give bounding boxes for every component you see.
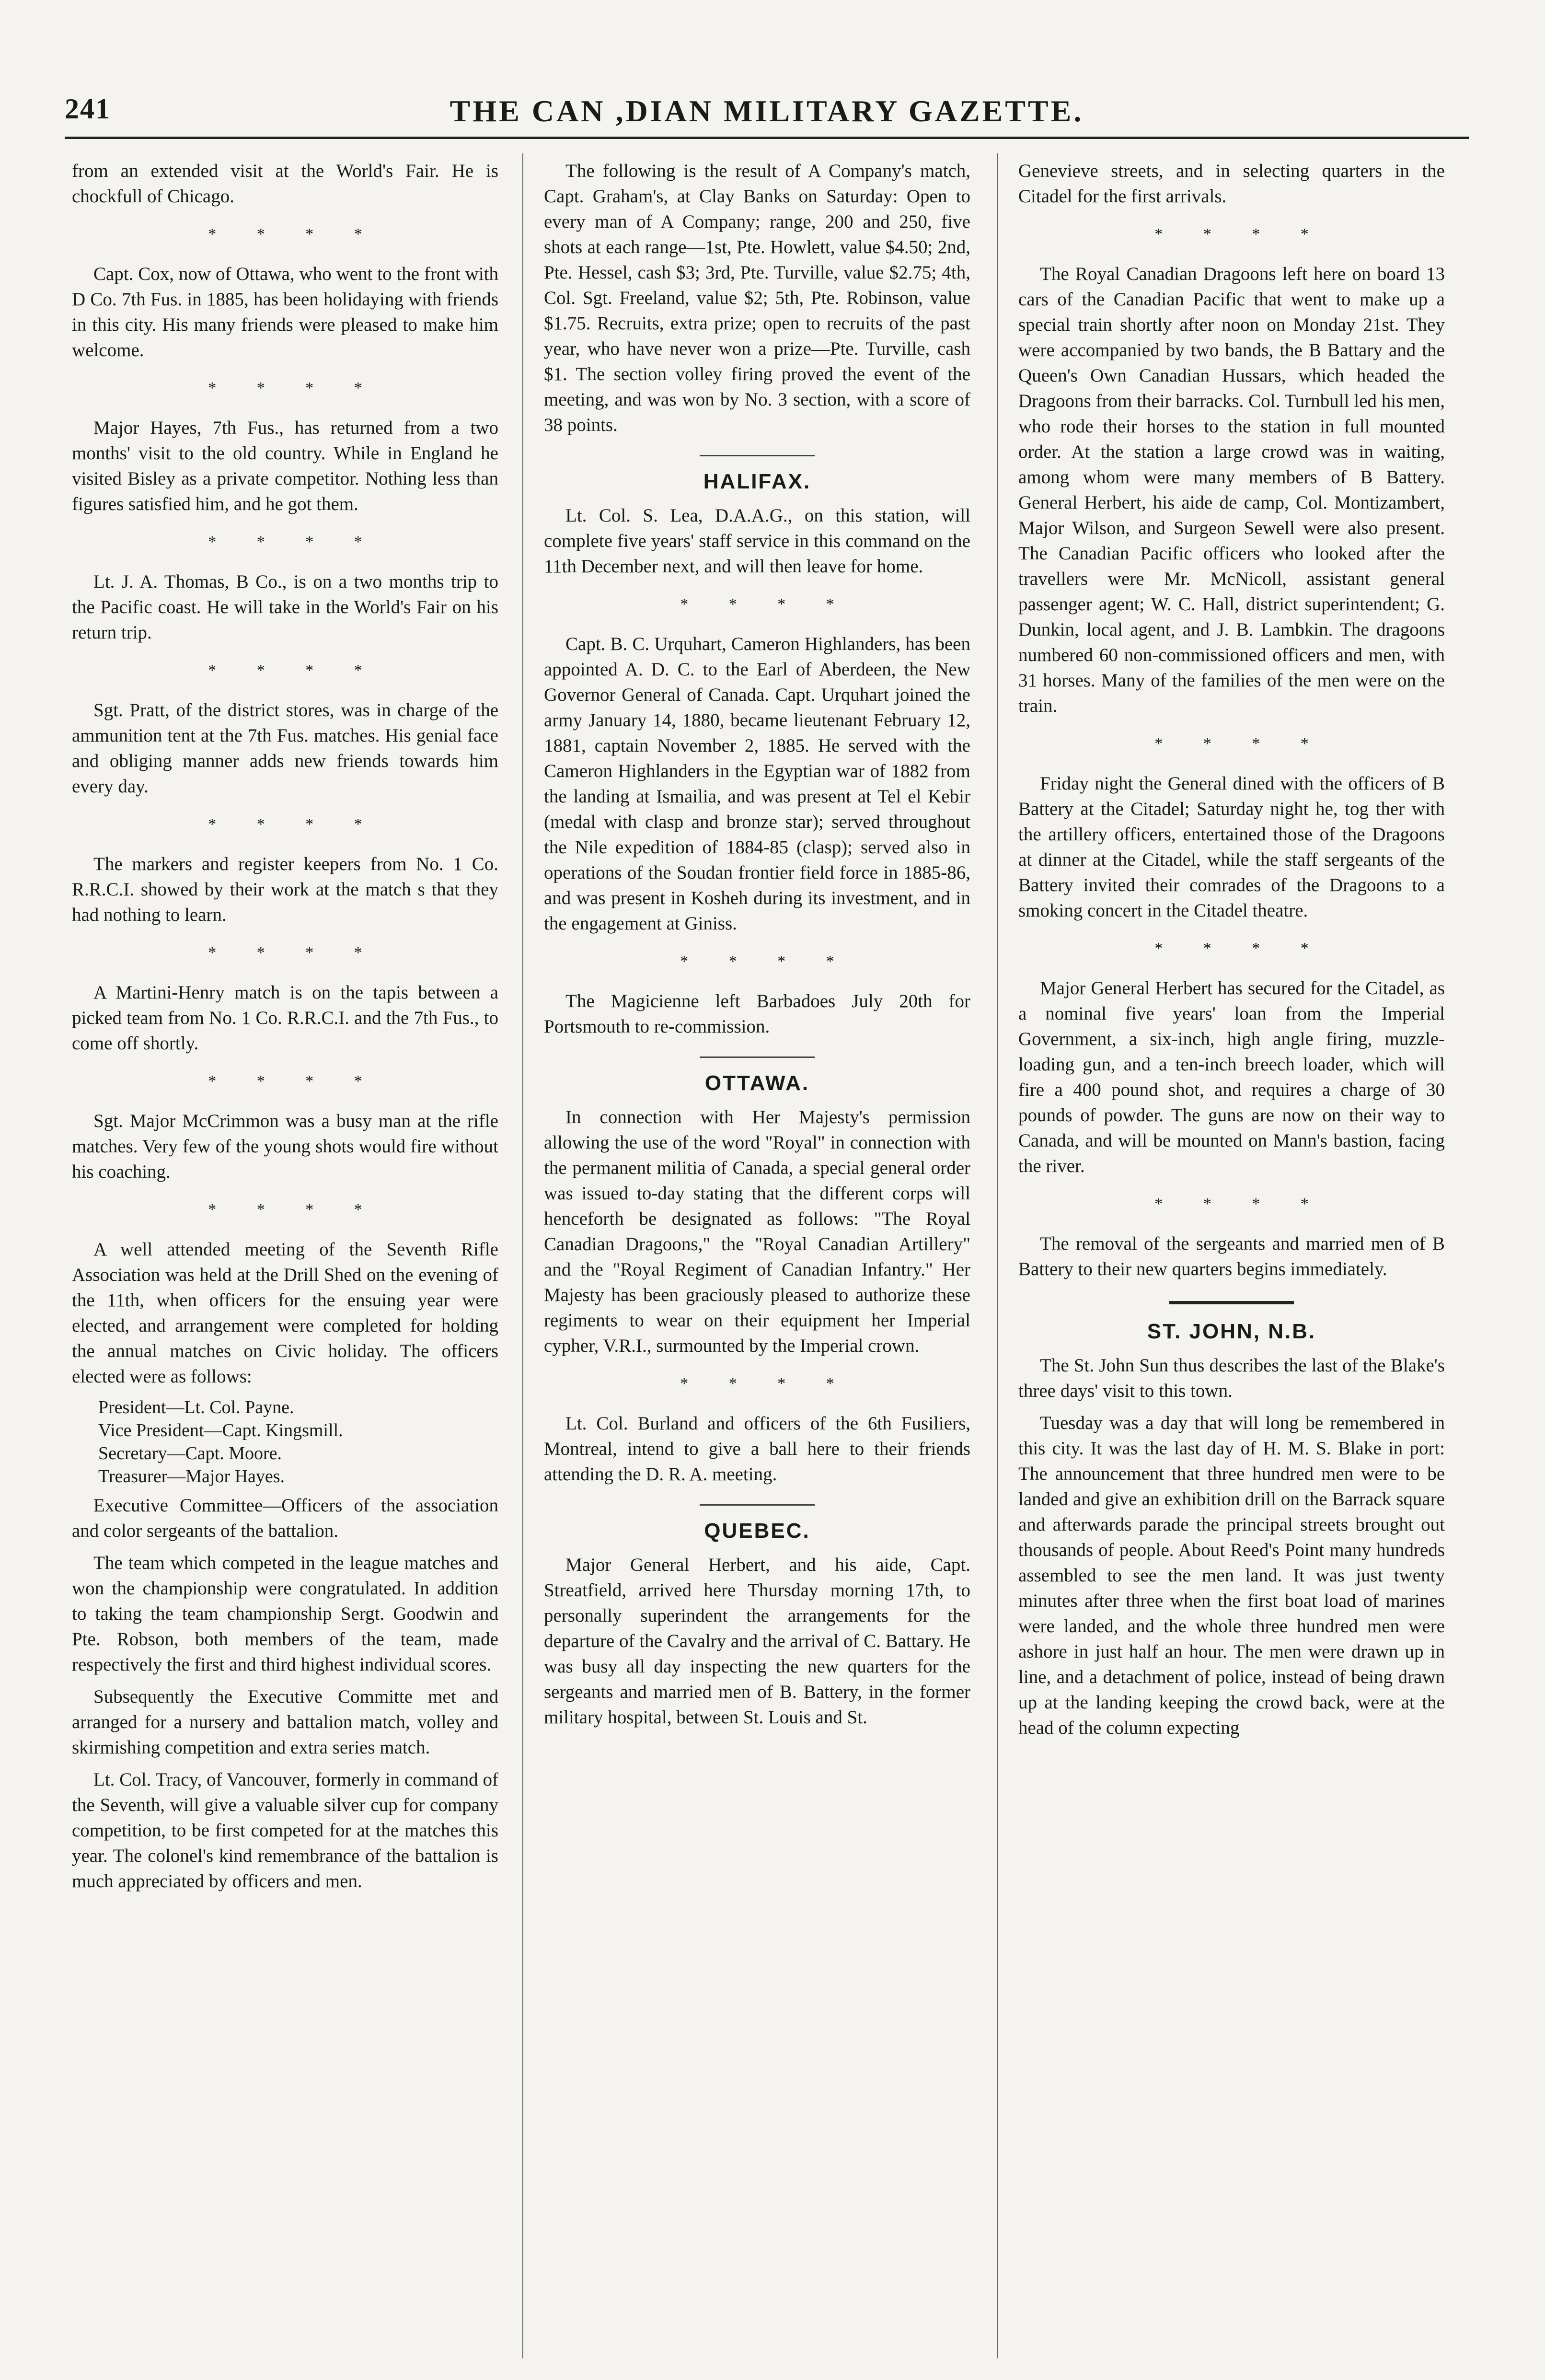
paragraph: Lt. Col. Tracy, of Vancouver, formerly in command of the Seventh, will give a valuable silver cup for company competition, to be first competed for at the matches this year. The colonel's kind remembrance of the battalion is much appreciated by officers and men. — [72, 1769, 498, 1892]
section-heading-ottawa: OTTAWA. — [704, 1071, 810, 1095]
paragraph: Major General Herbert has secured for the Citadel, as a nominal five years' loan from the Imperial Government, a six-inch, high angle firing, muzzle-loading gun, and a ten-inch breech loader, which will fire a 400 pound shot, and requires a charge of 30 pounds of powder. The guns are now on their way to Canada, and will be mounted on Mann's bastion, facing the river. — [1018, 978, 1445, 1176]
separator-stars: * * * * — [208, 662, 380, 679]
column-right — [1018, 158, 1445, 1747]
separator-stars: * * * * — [208, 815, 380, 833]
paragraph: Subsequently the Executive Committe met and arranged for a nursery and battalion match, volley and skirmishing competition and extra series match. — [72, 1686, 498, 1758]
paragraph: Tuesday was a day that will long be remembered in this city. It was the last day of H. M. S. Blake in port: The announcement that three hundred men were to be landed and give an exhibition drill on the Barrack square and afterwards parade the principal streets brought out thousands of people. About Reed's Point many hundreds assembled to see the men land. It was just twenty minutes after three when the first boat load of marines were landed, and the whole three hundred men were ashore in just half an hour. The men were drawn up in line, and a detachment of police, instead of being drawn up at the landing keeping the crowd back, were at the head of the column expecting — [1018, 1413, 1445, 1738]
section-rule — [700, 1504, 815, 1506]
section-heading-quebec: QUEBEC. — [704, 1519, 810, 1543]
paragraph: Capt. B. C. Urquhart, Cameron Highlanders, has been appointed A. D. C. to the Earl of Aberdeen, the New Governor General of Canada. Capt. Urquhart joined the army January 14, 1880, became lieutenant February 12, 1881, captain November 2, 1885. He served with the Cameron Highlanders in the Egyptian war of 1882 from the landing at Ismailia, and was present at Tel el Kebir (medal with clasp and bronze star); served throughout the Nile expedition of 1884-85 (clasp); served also in operations of the Soudan frontier field force in 1885-86, and was present in Kosheh during its investment, and in the engagement at Giniss. — [544, 634, 970, 934]
separator-stars: * * * * — [208, 533, 380, 551]
section-rule — [700, 1056, 815, 1058]
paragraph: Lt. Col. Burland and officers of the 6th Fusiliers, Montreal, intend to give a ball here to their friends attending the D. R. A. meeting. — [544, 1413, 970, 1485]
separator-stars: * * * * — [680, 595, 853, 613]
paragraph: The Royal Canadian Dragoons left here on board 13 cars of the Canadian Pacific that went to make up a special train shortly after noon on Monday 21st. They were accompanied by two bands, the B Battary and the Queen's Own Canadian Hussars, which headed the Dragoons from their barracks. Col. Turnbull led his men, who rode their horses to the station in full mounted order. At the station a large crowd was in waiting, among whom were many members of B Battery. General Herbert, his aide de camp, Col. Montizambert, Major Wilson, and Surgeon Sewell were also present. The Canadian Pacific officers who looked after the travellers were Mr. McNicoll, assistant general passenger agent; W. C. Hall, district superintendent; G. Dunkin, local agent, and J. B. Lambkin. The dragoons numbered 60 non-commissioned officers and men, with 31 horses. Many of the families of the men were on the train. — [1018, 264, 1445, 716]
separator-stars: * * * * — [208, 1201, 380, 1219]
section-heading-halifax: HALIFAX. — [703, 470, 811, 493]
section-rule — [700, 455, 815, 456]
column-divider — [522, 153, 523, 2358]
separator-stars: * * * * — [1154, 940, 1327, 957]
paragraph: The following is the result of A Company's match, Capt. Graham's, at Clay Banks on Saturday: Open to every man of A Company; range, 200 and 250, five shots at each range—1st, Pte. Howlett, value $4.50; 2nd, Pte. Hessel, cash $3; 3rd, Pte. Turville, value $2.75; 4th, Col. Sgt. Freeland, value $2; 5th, Pte. Robinson, value $1.75. Recruits, extra prize; open to recruits of the past year, who have never won a prize—Pte. Turville, cash $1. The section volley firing proved the event of the meeting, and was won by No. 3 section, with a score of 38 points. — [544, 161, 970, 435]
paragraph: Major General Herbert, and his aide, Capt. Streatfield, arrived here Thursday morning 17th, to personally superindent the arrangements for the departure of the Cavalry and the arrival of C. Battary. He was busy all day inspecting the new quarters for the sergeants and married men of B. Battery, in the former military hospital, between St. Louis and St. — [544, 1555, 970, 1728]
separator-stars: * * * * — [680, 1375, 853, 1393]
officers-list — [72, 1396, 498, 1488]
page-number: 241 — [65, 93, 111, 125]
paragraph: Genevieve streets, and in selecting quarters in the Citadel for the first arrivals. — [1018, 161, 1445, 207]
list-item: Secretary—Capt. Moore. — [98, 1443, 282, 1463]
page-title: THE CAN ,DIAN MILITARY GAZETTE. — [450, 94, 1084, 128]
paragraph: Major Hayes, 7th Fus., has returned from a two months' visit to the old country. While in England he visited Bisley as a private competitor. Nothing less than figures satisfied him, and he got them. — [72, 418, 498, 514]
column-left — [72, 158, 498, 1901]
paragraph: A well attended meeting of the Seventh Rifle Association was held at the Drill Shed on the evening of the 11th, when officers for the ensuing year were elected, and arrangement were completed for holding the annual matches on Civic holiday. The officers elected were as follows: — [72, 1239, 498, 1387]
separator-stars: * * * * — [208, 225, 380, 243]
paragraph: Lt. Col. S. Lea, D.A.A.G., on this station, will complete five years' staff service in this command on the 11th December next, and will then leave for home. — [544, 505, 970, 577]
column-divider — [997, 153, 998, 2358]
separator-stars: * * * * — [1154, 1195, 1327, 1213]
paragraph: The team which competed in the league matches and won the championship were congratulated. In addition to taking the team championship Sergt. Goodwin and Pte. Robson, both members of the team, made respectively the first and third highest individual scores. — [72, 1553, 498, 1675]
section-rule — [1169, 1301, 1294, 1304]
paragraph: Capt. Cox, now of Ottawa, who went to the front with D Co. 7th Fus. in 1885, has been holidaying with friends in this city. His many friends were pleased to make him welcome. — [72, 264, 498, 360]
separator-stars: * * * * — [1154, 735, 1327, 753]
paragraph: Sgt. Major McCrimmon was a busy man at the rifle matches. Very few of the young shots would fire without his coaching. — [72, 1111, 498, 1182]
section-heading-st-john: ST. JOHN, N.B. — [1147, 1320, 1316, 1343]
column-middle — [544, 158, 970, 1737]
separator-stars: * * * * — [208, 1072, 380, 1090]
list-item: President—Lt. Col. Payne. — [98, 1397, 294, 1417]
paragraph: Sgt. Pratt, of the district stores, was in charge of the ammunition tent at the 7th Fus. matches. His genial face and obliging manner adds new friends towards him every day. — [72, 700, 498, 797]
separator-stars: * * * * — [208, 944, 380, 962]
paragraph: A Martini-Henry match is on the tapis between a picked team from No. 1 Co. R.R.C.I. and the 7th Fus., to come off shortly. — [72, 982, 498, 1054]
paragraph: The St. John Sun thus describes the last of the Blake's three days' visit to this town. — [1018, 1355, 1445, 1401]
paragraph: The removal of the sergeants and married men of B Battery to their new quarters begins immediately. — [1018, 1233, 1445, 1279]
list-item: Vice President—Capt. Kingsmill. — [98, 1420, 343, 1440]
page-header — [65, 84, 1469, 139]
paragraph: In connection with Her Majesty's permission allowing the use of the word "Royal" in connection with the permanent militia of Canada, a special general order was issued to-day stating that the different corps will henceforth be designated as follows: "The Royal Canadian Dragoons," the "Royal Canadian Artillery" and the "Royal Regiment of Canadian Infantry." Her Majesty has been graciously pleased to authorize these regiments to wear on their equipment her Imperial cypher, V.R.I., surmounted by the Imperial crown. — [544, 1107, 970, 1356]
paragraph: The Magicienne left Barbadoes July 20th for Portsmouth to re-commission. — [544, 991, 970, 1037]
paragraph: Lt. J. A. Thomas, B Co., is on a two months trip to the Pacific coast. He will take in the World's Fair on his return trip. — [72, 571, 498, 643]
separator-stars: * * * * — [680, 952, 853, 970]
separator-stars: * * * * — [1154, 225, 1327, 243]
paragraph: from an extended visit at the World's Fair. He is chockfull of Chicago. — [72, 161, 498, 207]
paragraph: The markers and register keepers from No. 1 Co. R.R.C.I. showed by their work at the match s that they had nothing to learn. — [72, 854, 498, 925]
paragraph: Executive Committee—Officers of the association and color sergeants of the battalion. — [72, 1495, 498, 1541]
list-item: Treasurer—Major Hayes. — [98, 1466, 285, 1486]
paragraph: Friday night the General dined with the officers of B Battery at the Citadel; Saturday night he, tog ther with the artillery officers, entertained those of the Dragoons at dinner at the Citadel, while the staff sergeants of the Battery invited their comrades of the Dragoons to a smoking concert in the Citadel theatre. — [1018, 773, 1445, 921]
separator-stars: * * * * — [208, 379, 380, 397]
